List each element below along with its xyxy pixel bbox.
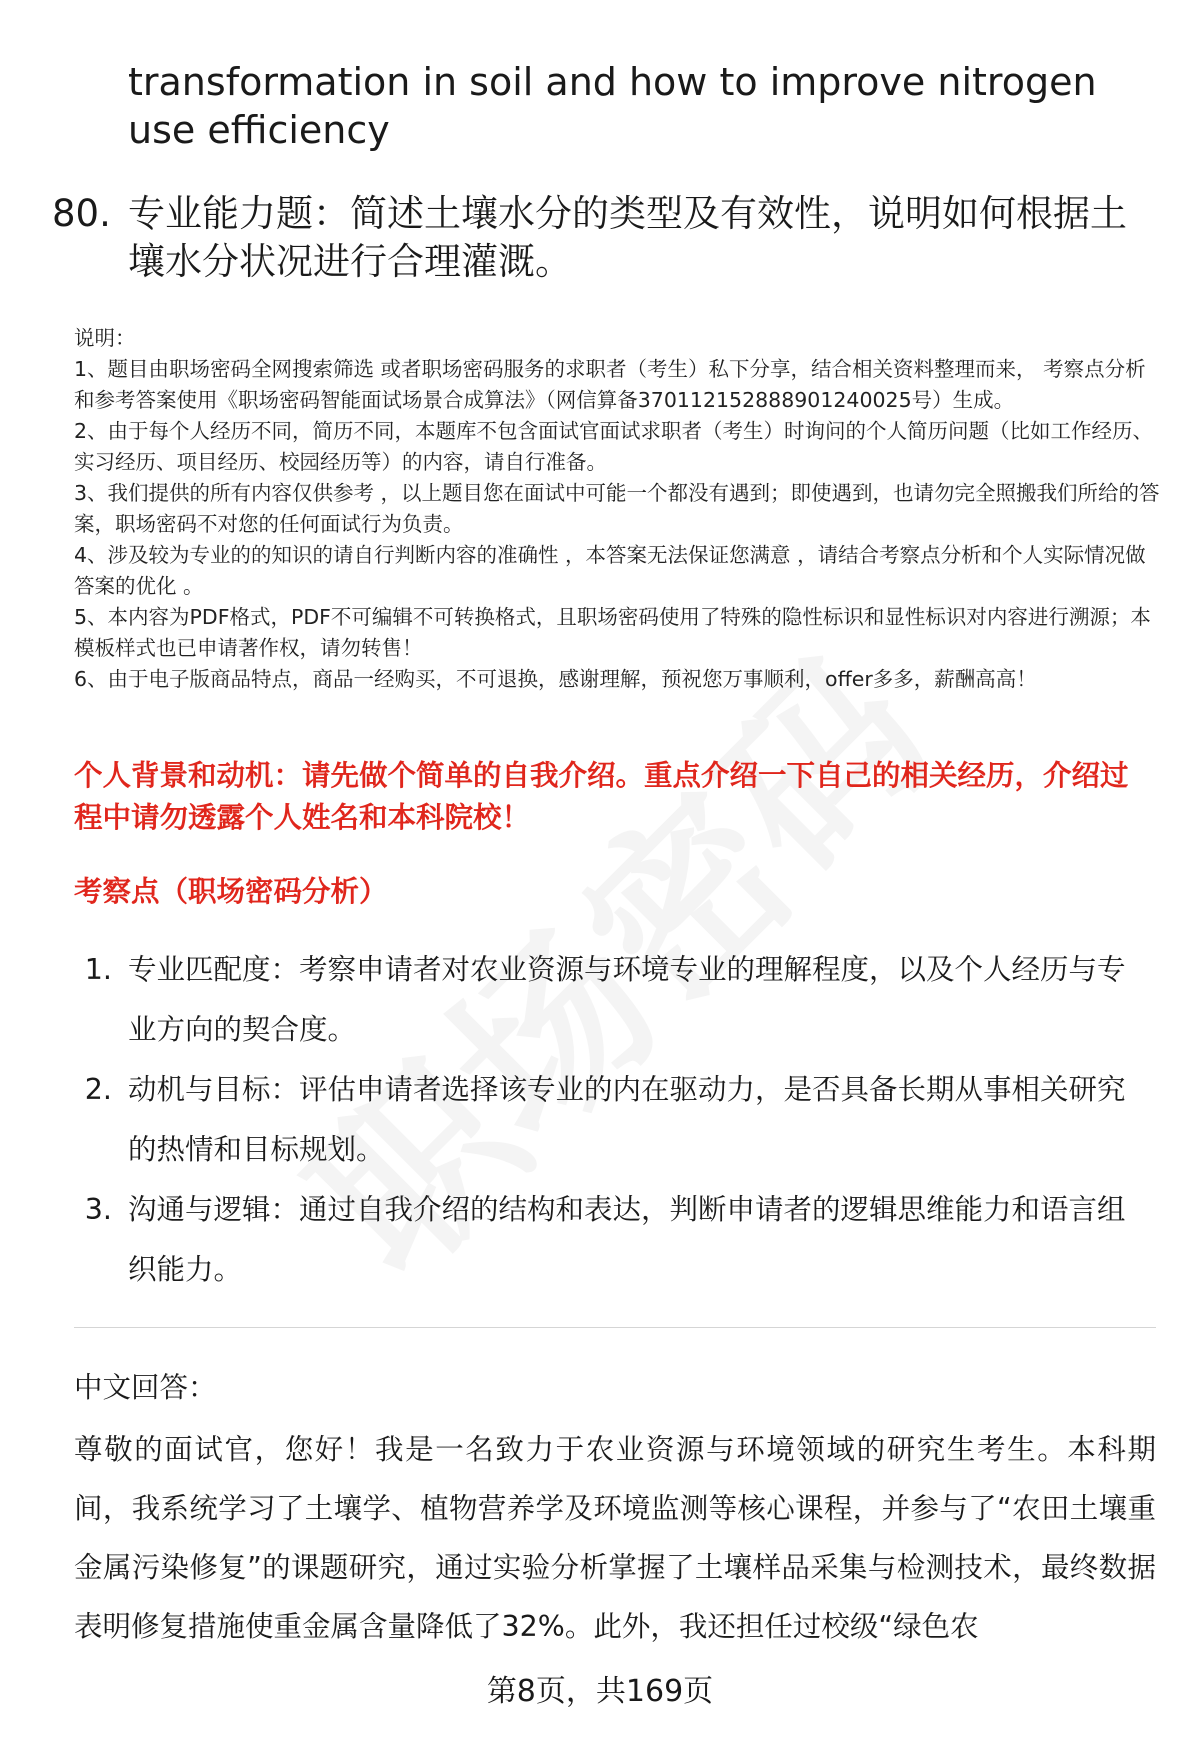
analysis-points: [74, 940, 1154, 1300]
note-item-1: 1、题目由职场密码全网搜索筛选 或者职场密码服务的求职者（考生）私下分享，结合相关资料整理而来， 考察点分析和参考答案使用《职场密码智能面试场景合成算法》（网信算备370112152888901240025号）生成。: [74, 357, 1146, 412]
answer-body: 尊敬的面试官，您好！我是一名致力于农业资源与环境领域的研究生考生。本科期间，我系统学习了土壤学、植物营养学及环境监测等核心课程，并参与了“农田土壤重金属污染修复”的课题研究，通过实验分析掌握了土壤样品采集与检测技术，最终数据表明修复措施使重金属含量降低了32%。此外，我还担任过校级“绿色农: [74, 1433, 1156, 1643]
point-number: 2.: [84, 1073, 112, 1106]
point-number: 1.: [84, 953, 112, 986]
note-item-5: 5、本内容为PDF格式，PDF不可编辑不可转换格式，且职场密码使用了特殊的隐性标识和显性标识对内容进行溯源；本模板样式也已申请著作权，请勿转售！: [74, 605, 1151, 660]
note-item-2: 2、由于每个人经历不同，简历不同，本题库不包含面试官面试求职者（考生）时询问的个人简历问题（比如工作经历、实习经历、项目经历、校园经历等）的内容，请自行准备。: [74, 419, 1154, 474]
page-footer: 第8页，共169页: [486, 1674, 714, 1709]
notes-title: 说明：: [74, 326, 136, 350]
point-text: 动机与目标：评估申请者选择该专业的内在驱动力，是否具备长期从事相关研究的热情和目标规划。: [128, 1073, 1126, 1166]
continuation-text: transformation in soil and how to improve nitrogen use efficiency: [128, 60, 1097, 152]
analysis-point: [74, 940, 1154, 1060]
note-item-4: 4、涉及较为专业的的知识的请自行判断内容的准确性 ，本答案无法保证您满意 ，请结合考察点分析和个人实际情况做答案的优化 。: [74, 543, 1146, 598]
divider: [74, 1327, 1156, 1328]
question-text: 专业能力题：简述土壤水分的类型及有效性，说明如何根据土壤水分状况进行合理灌溉。: [128, 192, 1127, 283]
notes-section: [74, 323, 1164, 695]
note-item-6: 6、由于电子版商品特点，商品一经购买，不可退换，感谢理解，预祝您万事顺利，offer多多，薪酬高高！: [74, 667, 1037, 691]
point-text: 专业匹配度：考察申请者对农业资源与环境专业的理解程度，以及个人经历与专业方向的契合度。: [128, 953, 1126, 1046]
answer-label: 中文回答：: [74, 1371, 217, 1404]
analysis-point: [74, 1180, 1154, 1300]
question-number: 80.: [52, 192, 111, 235]
point-number: 3.: [84, 1193, 112, 1226]
note-item-3: 3、我们提供的所有内容仅供参考 ，以上题目您在面试中可能一个都没有遇到；即使遇到，也请勿完全照搬我们所给的答案，职场密码不对您的任何面试行为负责。: [74, 481, 1160, 536]
section-question: 个人背景和动机：请先做个简单的自我介绍。重点介绍一下自己的相关经历，介绍过程中请勿透露个人姓名和本科院校！: [74, 759, 1129, 834]
point-text: 沟通与逻辑：通过自我介绍的结构和表达，判断申请者的逻辑思维能力和语言组织能力。: [128, 1193, 1126, 1286]
analysis-point: [74, 1060, 1154, 1180]
question-80: [52, 190, 1152, 286]
analysis-heading: 考察点（职场密码分析）: [74, 875, 388, 908]
